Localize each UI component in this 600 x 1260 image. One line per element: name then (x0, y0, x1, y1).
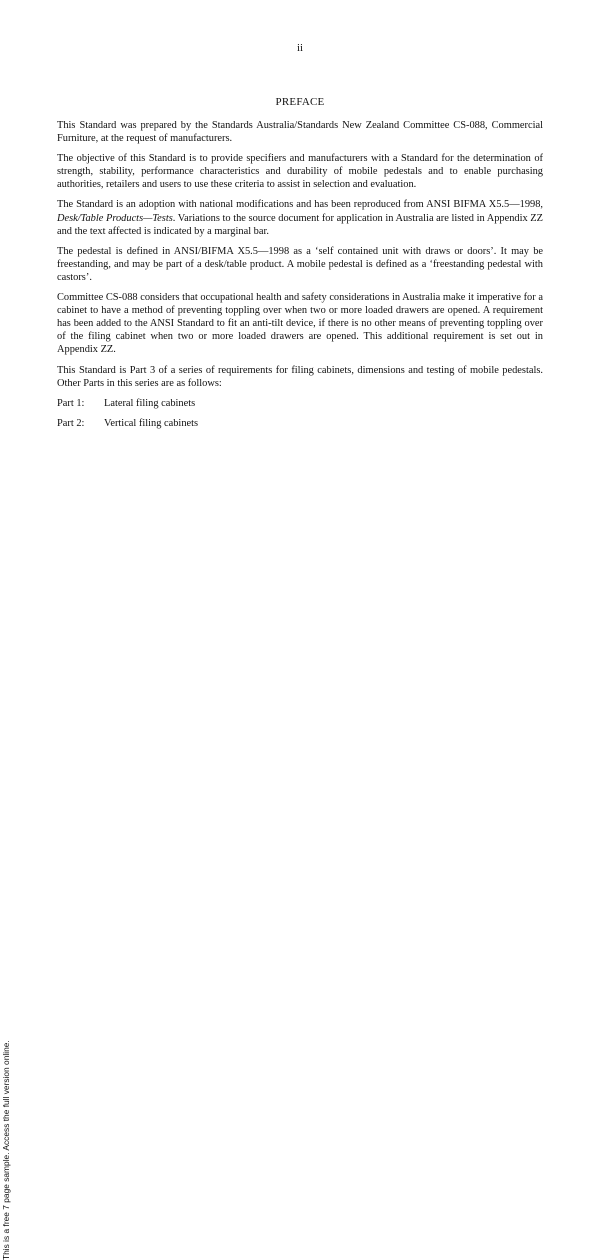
preface-content (57, 119, 543, 437)
parts-list-item (57, 417, 543, 430)
preface-paragraph-5: Committee CS-088 considers that occupational health and safety considerations in Australia make it imperative for a cabinet to have a method of preventing toppling over when two or more loaded drawers are opened. A requirement has been added to the ANSI Standard to fit an anti-tilt device, if there is no other means of preventing toppling over of the filing cabinet when two or more loaded drawers are opened. This additional requirement is set out in Appendix ZZ. (57, 292, 543, 356)
preface-paragraph-4: The pedestal is defined in ANSI/BIFMA X5.5—1998 as a ‘self contained unit with draws or doors’. It may be freestanding, and may be part of a desk/table product. A mobile pedestal is defined as a ‘freestanding pedestal with castors’. (57, 245, 543, 283)
part-label: Part 1: (57, 397, 85, 409)
preface-paragraph-2: The objective of this Standard is to provide specifiers and manufacturers with a Standard for the determination of strength, stability, performance characteristics and durability of mobile pedestals and to enable purchasing authorities, retailers and users to use these criteria to assist in selection and evaluation. (57, 153, 543, 191)
parts-list (57, 397, 543, 430)
part-title: Lateral filing cabinets (104, 397, 196, 409)
preface-paragraph-3 (57, 198, 543, 237)
standard-title: Desk/Table Products—Tests (57, 212, 173, 224)
paragraph-3-intro: The Standard is an adoption with national modifications and has been reproduced from ANSI BIFMA X5.5—1998, (57, 199, 543, 211)
sample-note: This is a free 7 page sample. Access the full version online. (1, 1040, 11, 1260)
page-title: PREFACE (275, 96, 325, 108)
parts-list-item (57, 397, 543, 410)
part-title: Vertical filing cabinets (104, 417, 199, 429)
preface-paragraph-1: This Standard was prepared by the Standards Australia/Standards New Zealand Committee CS-088, Commercial Furniture, at the request of manufacturers. (57, 120, 543, 145)
paragraph-3-ending: . Variations to the source document for application in Australia are listed in Appendix ZZ and the text affected is indicated by a marginal bar. (57, 212, 543, 237)
preface-paragraph-6: This Standard is Part 3 of a series of requirements for filing cabinets, dimensions and testing of mobile pedestals. Other Parts in this series are as follows: (57, 364, 543, 389)
page-number: ii (296, 42, 304, 54)
sample-note-container (1, 630, 13, 1260)
part-label: Part 2: (57, 417, 85, 429)
